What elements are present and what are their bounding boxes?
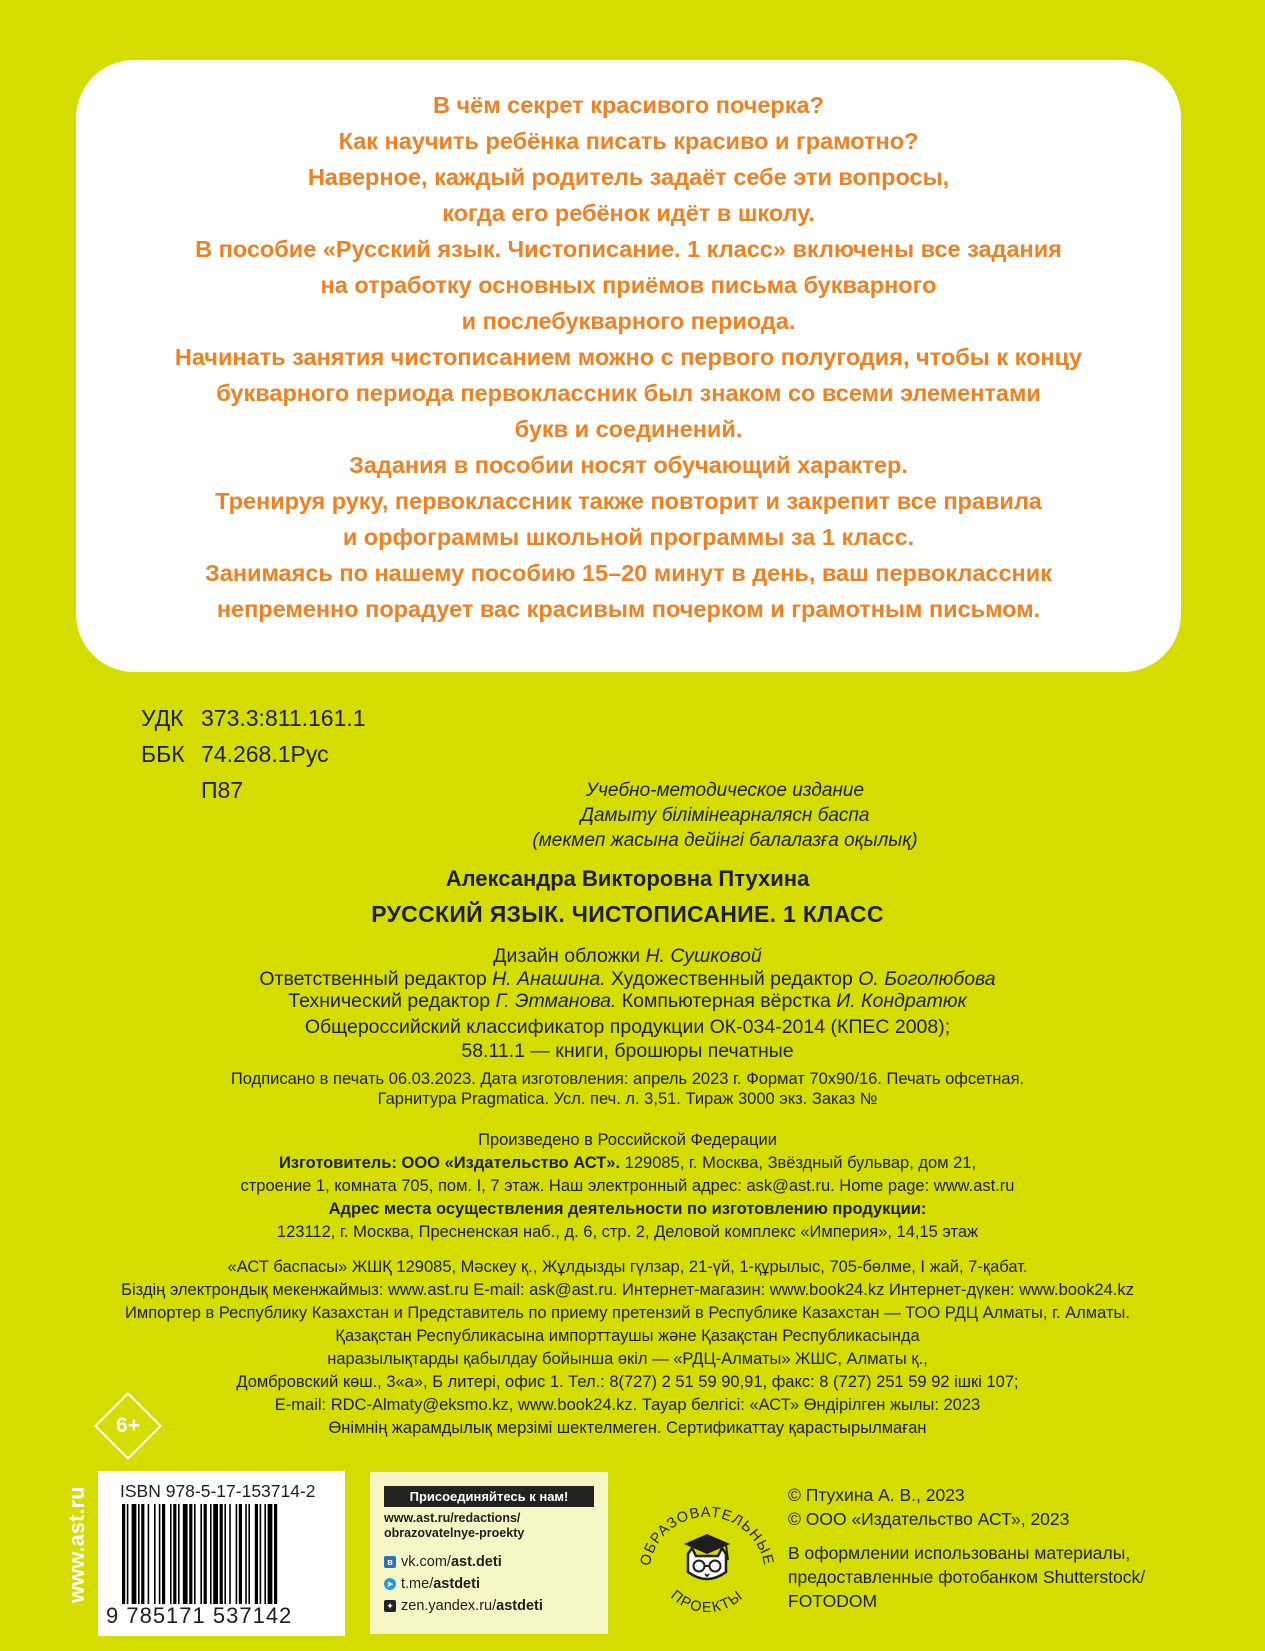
social-box [370,1472,608,1634]
barcode-bar [122,1504,125,1604]
barcode-bar [170,1504,172,1604]
tech-editor-label: Технический редактор [288,990,491,1012]
maker-line [0,1152,1255,1175]
edition-type-kz2: (мекмеп жасына дейінгі балалазға оқылық) [532,830,918,851]
logo-bottom-text: ПРОЕКТЫ [667,1587,747,1616]
promo-line: и орфограммы школьной программы за 1 класс. [342,524,915,550]
copyright-line: В оформлении использованы материалы, [788,1543,1131,1563]
isbn-barcode-box [98,1471,345,1636]
barcode-bar [178,1504,180,1604]
product-classifier [0,1015,1255,1063]
barcode-bar [245,1504,247,1604]
promo-line: на отработку основных приёмов письма букварного [320,272,937,298]
bbk-value: 74.268.1Рус [201,741,329,767]
produced-in: Произведено в Российской Федерации [478,1131,777,1149]
social-url[interactable] [384,1511,524,1541]
promo-line: В чём секрет красивого почерка? [433,92,824,118]
maker-address-2: строение 1, комната 705, пом. I, 7 этаж. Наш электронный адрес: ask@ast.ru. Home page: www.ast.ru [240,1177,1015,1195]
social-vk[interactable] [384,1554,502,1570]
book-title: РУССКИЙ ЯЗЫК. ЧИСТОПИСАНИЕ. 1 КЛАСС [371,901,884,927]
maker-address: 129085, г. Москва, Звёздный бульвар, дом 21, [624,1154,977,1172]
barcode-icon [120,1504,325,1604]
barcode-bar [162,1504,165,1604]
promo-line: Тренируя руку, первоклассник также повторит и закрепит все правила [215,488,1042,514]
kz-line: Біздің электрондық мекенжаймыз: www.ast.ru E-mail: ask@ast.ru. Интернет-магазин: www.book24.kz Интернет-дүкен: www.book24.kz [121,1281,1134,1299]
kz-line: наразылықтарды қабылдау бойынша өкіл — «РДЦ-Алматы» ЖШС, Алматы қ., [327,1350,928,1368]
production-site-label [0,1198,1255,1221]
layout-name: И. Кондратюк [836,990,967,1012]
promo-line: когда его ребёнок идёт в школу. [442,200,815,226]
promo-line: Начинать занятия чистописанием можно с первого полугодия, чтобы к концу [174,344,1083,370]
kz-line: Қазақстан Республикасына импорттаушы және Қазақстан Республикасында [335,1327,920,1345]
udk-row [141,700,366,736]
social-url-line: www.ast.ru/redactions/ [384,1511,521,1525]
barcode-bar [154,1504,156,1604]
barcode-bar [255,1504,258,1604]
svg-text:ПРОЕКТЫ [667,1587,746,1616]
barcode-bar [200,1504,202,1604]
isbn-label: ISBN 978-5-17-153714-2 [120,1481,316,1501]
vk-prefix: vk.com/ [401,1554,451,1570]
barcode-bar [138,1504,140,1604]
promo-line: Как научить ребёнка писать красиво и грамотно? [338,128,919,154]
cover-designer-name: Н. Сушковой [645,945,762,967]
kz-line: Домбровский көш., 3«а», Б литері, офис 1. Тел.: 8(727) 2 51 59 90,91, факс: 8 (727) 251 59 92 ішкі 107; [236,1373,1019,1391]
copyright-gap [788,1531,1145,1541]
social-telegram[interactable] [384,1576,480,1592]
udk-value: 373.3:811.161.1 [201,705,366,731]
zen-handle: astdeti [496,1598,543,1614]
logo-top-text: ОБРАЗОВАТЕЛЬНЫЕ [637,1504,777,1568]
cover-designer-label: Дизайн обложки [493,945,641,967]
barcode-bar [210,1504,212,1604]
credits-line-editors [0,968,1255,991]
promo-line: Задания в пособии носят обучающий характер. [349,452,908,478]
kazakhstan-info [0,1256,1255,1440]
promo-line: непременно порадует вас красивым почерком и грамотным письмом. [216,596,1041,622]
edu-projects-logo-icon [622,1468,792,1638]
tg-handle: astdeti [433,1576,480,1592]
print-info [0,1069,1255,1109]
promo-text [76,87,1181,627]
layout-label: Компьютерная вёрстка [621,990,831,1012]
barcode-bar [274,1504,277,1604]
barcode-bar [264,1504,266,1604]
manufacturer-info [0,1129,1255,1244]
kz-line: Өнімнің жарамдылық мерзімі шектелмеген. Сертификаттау қарастырылмаған [328,1419,927,1437]
promo-line: букв и соединений. [514,416,743,442]
bbk-label: ББК [141,741,185,767]
barcode-bar [220,1504,223,1604]
author-mark: П87 [201,777,244,803]
classifier-line: Общероссийский классификатор продукции ОК-034-2014 (КПЕС 2008); [304,1016,951,1038]
promo-line: Занимаясь по нашему пособию 15–20 минут в день, ваш первоклассник [205,560,1052,586]
social-header: Присоединяйтесь к нам! [384,1486,594,1507]
credits [0,945,1255,1013]
zen-prefix: zen.yandex.ru/ [401,1598,497,1614]
barcode-bar [189,1504,192,1604]
social-url-line: obrazovatelnye-proekty [384,1526,525,1540]
art-editor-name: О. Боголюбова [858,967,996,990]
copyright-line: © Птухина А. В., 2023 [788,1485,965,1505]
copyright-line: предоставленные фотобанком Shutterstock/ [788,1567,1146,1587]
promo-line: Наверное, каждый родитель задаёт себе эти вопросы, [307,164,950,190]
copyright-block [788,1483,1145,1613]
barcode-bar [236,1504,238,1604]
art-editor-label: Художественный редактор [611,967,853,990]
site-vertical: www.ast.ru [64,1486,89,1603]
maker-label: Изготовитель: ООО «Издательство АСТ». [278,1154,621,1172]
resp-editor-name: Н. Анашина. [492,967,606,990]
vk-handle: ast.deti [450,1554,502,1570]
barcode-bar [173,1504,176,1604]
edition-type-ru: Учебно-методическое издание [585,780,865,801]
kz-line: E-mail: RDC-Almaty@eksmo.kz, www.book24.kz. Тауар белгісі: «АСТ» Өндірілген жылы: 2023 [274,1396,981,1414]
production-site-address: 123112, г. Москва, Пресненская наб., д. 6, стр. 2, Деловой комплекс «Империя», 14,15 этаж [276,1223,979,1241]
book-author: Александра Викторовна Птухина [445,866,810,891]
copyright-line: FOTODOM [788,1591,878,1611]
tg-prefix: t.me/ [401,1576,434,1592]
barcode-bar [159,1504,161,1604]
tech-editor-name: Г. Этманова. [495,990,617,1012]
barcode-bar [127,1504,129,1604]
telegram-icon: ➤ [384,1578,396,1590]
isbn-digits: 9 785171 537142 [106,1603,293,1628]
credits-line-tech [0,990,1255,1013]
barcode-bar [248,1504,250,1604]
print-line: Подписано в печать 06.03.2023. Дата изготовления: апрель 2023 г. Формат 70x90/16. Печать офсетная. [230,1070,1025,1088]
barcode-bar [260,1504,262,1604]
edition-type [0,778,1120,853]
barcode-bar [148,1504,150,1604]
barcode-bar [213,1504,218,1604]
vk-icon: в [384,1556,396,1568]
promo-card [76,60,1181,672]
kz-line: «АСТ баспасы» ЖШҚ 129085, Мәскеу қ., Жұлдызды гүлзар, 21-үй, 1-құрылыс, 705-бөлме, I жай, 7-қабат. [227,1258,1028,1276]
promo-line: В пособие «Русский язык. Чистописание. 1 класс» включены все задания [195,236,1062,262]
credits-line-cover [0,945,1255,968]
edition-type-kz: Дамыту білімінеарналясн баспа [580,805,870,826]
barcode-bar [268,1504,273,1604]
barcode-bar [141,1504,144,1604]
kz-line: Импортер в Республику Казахстан и Представитель по приему претензий в Республике Казахстан — ТОО РДЦ Алматы, г. Алматы. [125,1304,1130,1322]
barcode-bar [194,1504,196,1604]
copyright-line: © ООО «Издательство АСТ», 2023 [788,1509,1070,1529]
social-zen[interactable] [384,1598,543,1614]
promo-line: и послебукварного периода. [461,308,796,334]
resp-editor-label: Ответственный редактор [259,967,487,990]
age-rating: 6+ [116,1414,140,1437]
production-site-label-text: Адрес места осуществления деятельности по изготовлению продукции: [328,1200,927,1218]
barcode-bar [204,1504,207,1604]
promo-line: букварного периода первоклассник был знаком со всеми элементами [216,380,1041,406]
bbk-row [141,736,366,772]
barcode-bar [183,1504,188,1604]
classifier-line: 58.11.1 — книги, брошюры печатные [461,1040,794,1062]
barcode-bar [229,1504,231,1604]
barcode-bar [239,1504,242,1604]
zen-icon: ✦ [384,1600,396,1612]
udk-label: УДК [141,705,184,731]
barcode-bar [224,1504,226,1604]
print-line: Гарнитура Pragmatica. Усл. печ. л. 3,51. Тираж 3000 экз. Заказ № [377,1090,878,1108]
barcode-bar [132,1504,137,1604]
